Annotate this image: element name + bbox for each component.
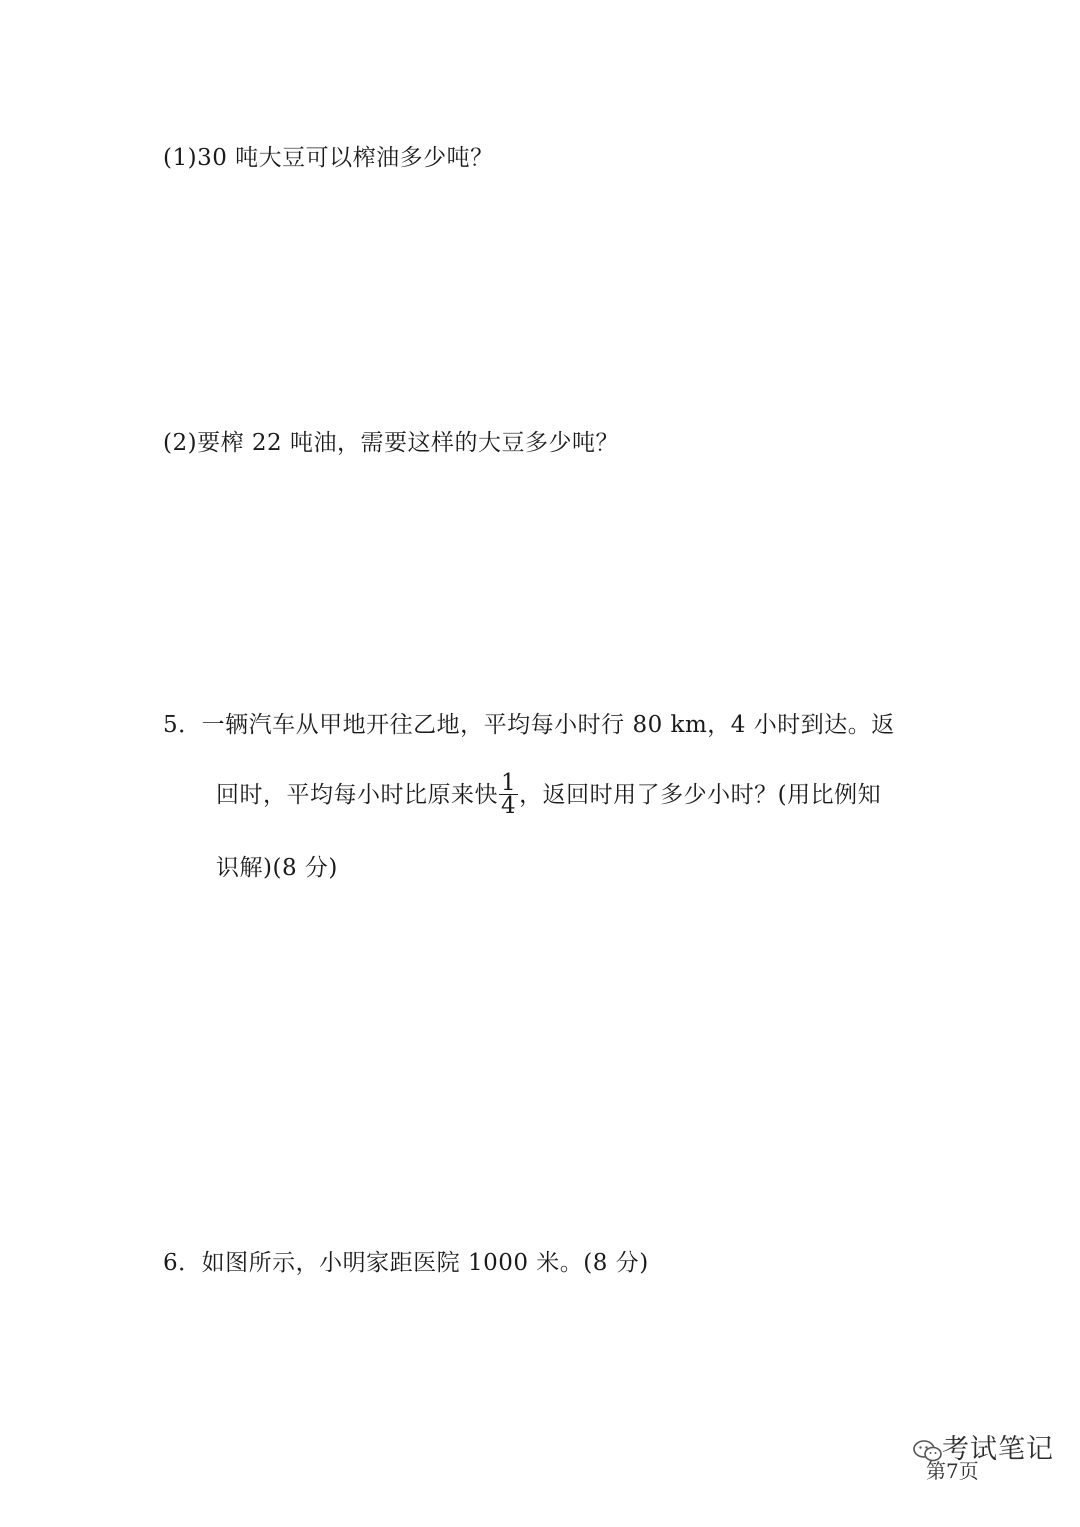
question-6-number: 6． xyxy=(163,1250,202,1276)
question-5-line-1 xyxy=(163,710,895,740)
question-4-part-1: (1)30 吨大豆可以榨油多少吨？ xyxy=(163,145,494,171)
fraction-one-quarter xyxy=(499,769,518,819)
question-6-text: 如图所示，小明家距医院 1000 米。(8 分) xyxy=(201,1250,649,1276)
watermark xyxy=(912,1432,1062,1502)
watermark-text: 考试笔记 xyxy=(942,1434,1054,1465)
question-5-text-1: 一辆汽车从甲地开往乙地，平均每小时行 80 km，4 小时到达。返 xyxy=(201,712,895,738)
question-5-line-3: 识解)(8 分) xyxy=(216,855,338,881)
fraction-numerator: 1 xyxy=(501,769,517,796)
question-5-number: 5． xyxy=(163,712,202,738)
question-5-text-2b: ，返回时用了多少小时？(用比例知 xyxy=(519,782,882,808)
question-6 xyxy=(163,1248,649,1278)
fraction-denominator: 4 xyxy=(501,792,517,819)
question-4-part-2: (2)要榨 22 吨油，需要这样的大豆多少吨？ xyxy=(163,430,619,456)
question-5-line-2 xyxy=(216,769,882,819)
question-5-text-2a: 回时，平均每小时比原来快 xyxy=(216,782,498,808)
page-number: 第7页 xyxy=(926,1459,979,1483)
